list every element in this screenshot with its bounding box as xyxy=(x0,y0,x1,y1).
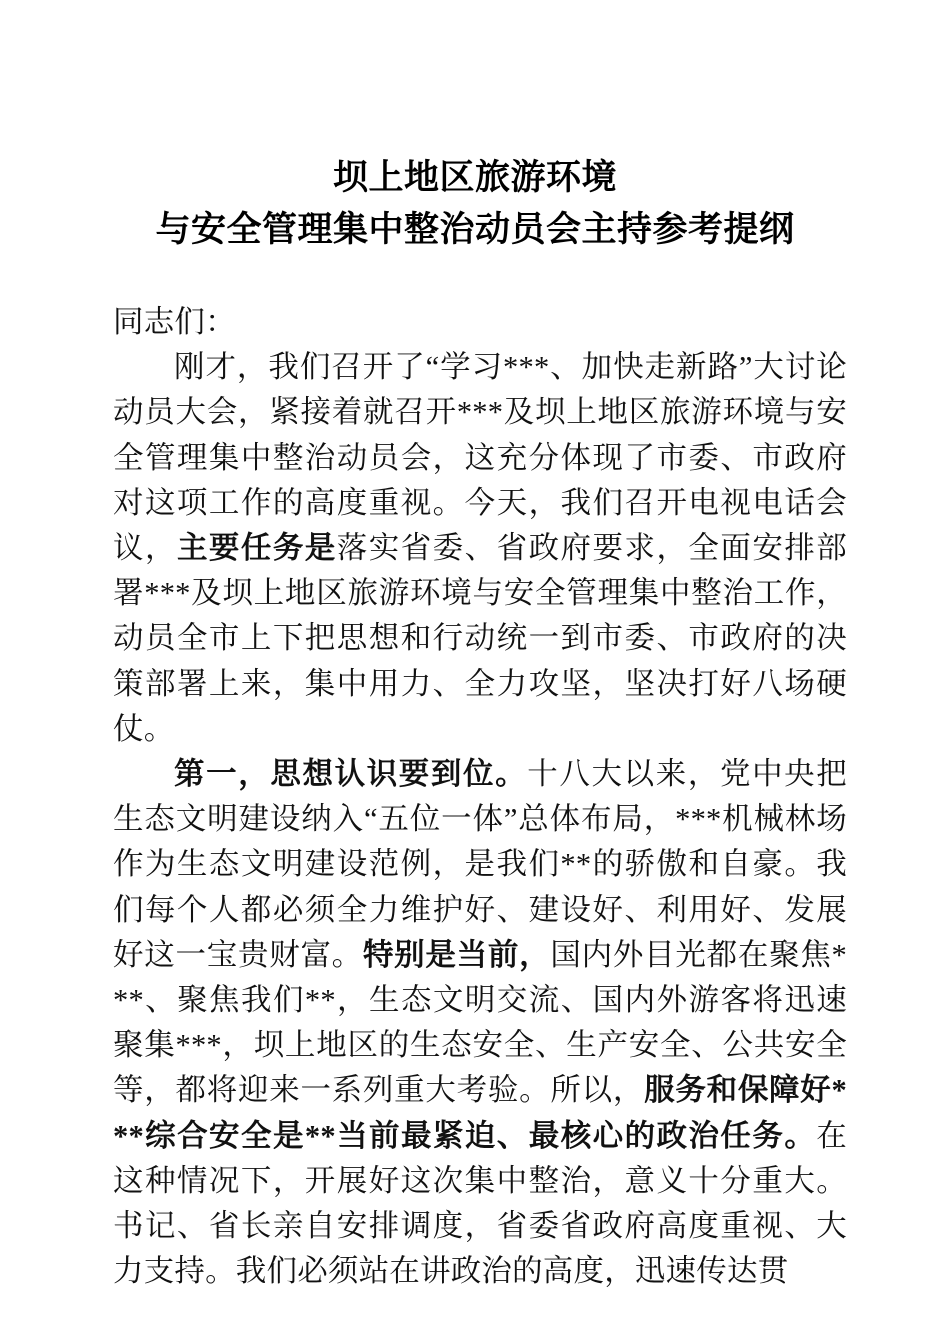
paragraph-salutation-run-0: 同志们： xyxy=(113,305,236,339)
paragraph-section-one xyxy=(113,752,847,1294)
paragraph-section-one-run-3: 国内外目光都在聚焦***、聚焦我们**，生态文明交流、国内外游客将迅速聚集***，坝上地区的生态安全、生产安全、公共安全等，都将迎来一系列重大考验。所以， xyxy=(113,937,848,1108)
document-title xyxy=(113,152,837,256)
paragraph-salutation xyxy=(113,300,847,345)
paragraph-opening-run-0: 刚才，我们召开了“学习***、加快走新路”大讨论动员大会，紧接着就召开***及坝上地区旅游环境与安全管理集中整治动员会，这充分体现了市委、市政府对这项工作的高度重视。今天，我们召开电视电话会议， xyxy=(113,350,847,566)
paragraph-section-one-run-4-bold: 服务和保障好***综合安全是**当前最紧迫、最核心的政治任务。 xyxy=(113,1073,847,1153)
paragraph-opening-run-2: 落实省委、省政府要求，全面安排部署***及坝上地区旅游环境与安全管理集中整治工作，动员全市上下把思想和行动统一到市委、市政府的决策部署上来，集中用力、全力攻坚，坚决打好八场硬仗。 xyxy=(113,531,847,746)
paragraph-section-one-run-1: 十八大以来，党中央把生态文明建设纳入“五位一体”总体布局，***机械林场作为生态文明建设范例，是我们**的骄傲和自豪。我们每个人都必须全力维护好、建设好、利用好、发展好这一宝贵财富。 xyxy=(113,757,847,972)
paragraph-opening xyxy=(113,345,847,752)
paragraph-section-one-run-0-bold: 第一，思想认识要到位。 xyxy=(174,757,528,792)
paragraph-section-one-run-5: 在这种情况下，开展好这次集中整治，意义十分重大。书记、省长亲自安排调度，省委省政府高度重视、大力支持。我们必须站在讲政治的高度，迅速传达贯 xyxy=(113,1118,847,1289)
document-body xyxy=(113,300,847,1294)
paragraph-opening-run-1-bold: 主要任务是 xyxy=(176,531,337,566)
document-title-line-1: 坝上地区旅游环境 xyxy=(332,158,617,197)
paragraph-section-one-run-2-bold: 特别是当前， xyxy=(362,937,551,972)
document-title-line-2: 与安全管理集中整治动员会主持参考提纲 xyxy=(155,210,795,249)
